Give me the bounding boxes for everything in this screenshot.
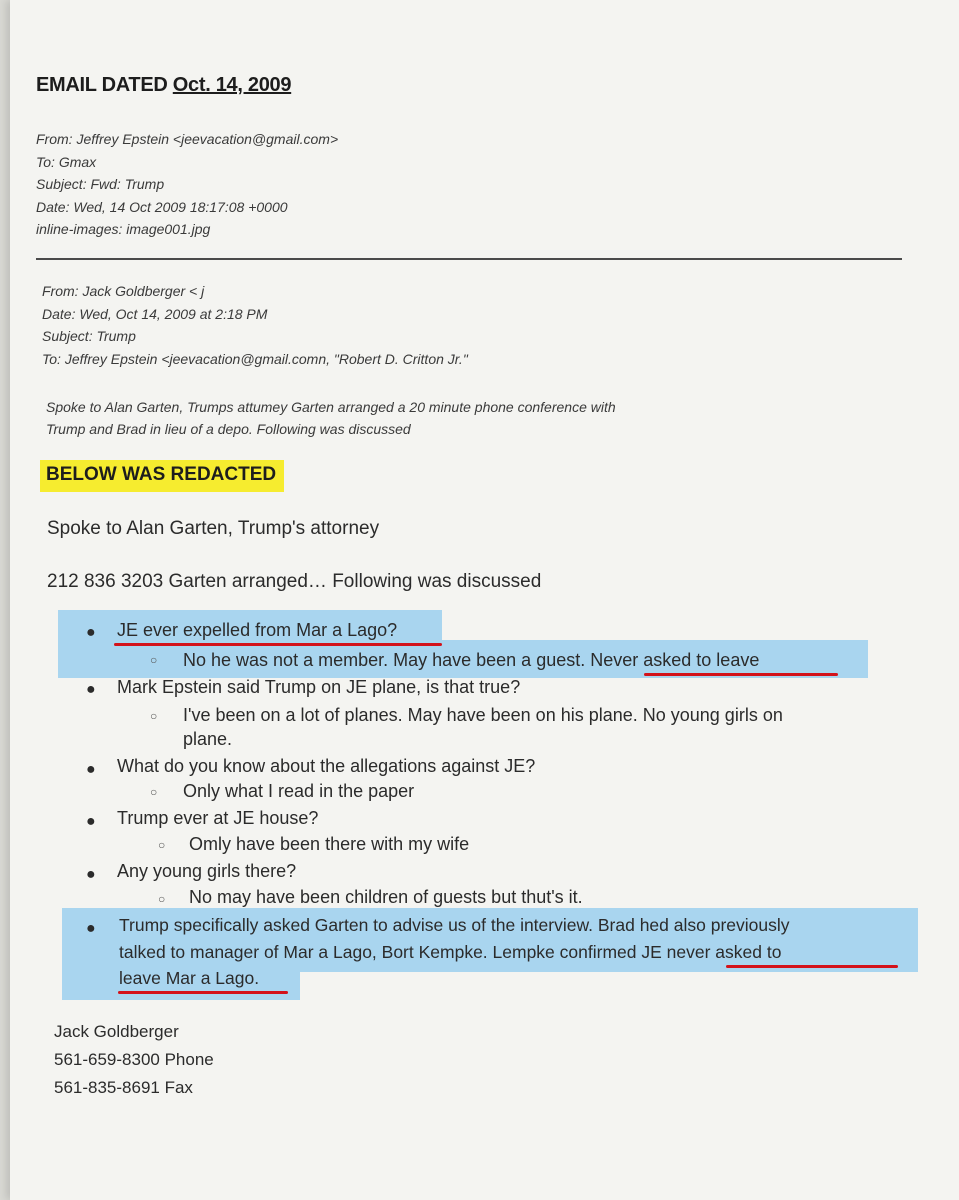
signature-phone: 561-659-8300 Phone — [54, 1050, 214, 1069]
answer-plane-line1: I've been on a lot of planes. May have been on his plane. No young girls on — [183, 705, 783, 725]
sub-bullet-icon: ○ — [150, 653, 158, 667]
orig-header-date: Date: Wed, Oct 14, 2009 at 2:18 PM — [42, 305, 268, 322]
signature-block — [54, 1018, 214, 1102]
question-house: Trump ever at JE house? — [117, 808, 319, 828]
statement-line2-part2: JE never asked to — [641, 942, 782, 962]
orig-header-subject: Subject: Trump — [42, 328, 136, 344]
orig-header-from: From: Jack Goldberger < j — [42, 283, 205, 299]
header-subject: Subject: Fwd: Trump — [36, 176, 165, 192]
question-young-girls: Any young girls there? — [117, 861, 297, 881]
bullet-icon: ● — [86, 624, 96, 641]
answer-expelled — [183, 650, 759, 671]
sub-bullet-icon: ○ — [150, 709, 158, 723]
header-from: From: Jeffrey Epstein <jeevacation@gmail.com> — [36, 131, 339, 147]
bullet-icon: ● — [86, 681, 96, 698]
intro-paragraph — [46, 396, 616, 440]
question-allegations: What do you know about the allegations against JE? — [117, 756, 536, 776]
statement-line2 — [119, 942, 781, 963]
title-date: Oct. 14, 2009 — [172, 74, 292, 96]
question-expelled: JE ever expelled from Mar a Lago? — [117, 620, 398, 640]
underline-je-never-asked — [726, 965, 898, 968]
signature-fax: 561-835-8691 Fax — [54, 1078, 193, 1097]
question-plane: Mark Epstein said Trump on JE plane, is that true? — [117, 677, 521, 697]
sub-bullet-icon: ○ — [158, 838, 166, 852]
original-email-header — [42, 280, 468, 370]
answer-house: Omly have been there with my wife — [189, 834, 470, 854]
orig-header-to: To: Jeffrey Epstein <jeevacation@gmail.comn, "Robert D. Critton Jr." — [42, 350, 468, 367]
underline-never-asked — [644, 673, 838, 676]
divider-line — [36, 258, 902, 260]
signature-name: Jack Goldberger — [54, 1022, 179, 1041]
answer-expelled-part2: Never asked to leave — [590, 650, 760, 670]
header-to: To: Gmax — [36, 153, 97, 170]
answer-expelled-part1: No he was not a member. May have been a guest. — [183, 650, 586, 670]
title-prefix: EMAIL DATED — [36, 74, 173, 96]
statement-line3: leave Mar a Lago. — [119, 968, 260, 988]
sub-bullet-icon: ○ — [158, 892, 166, 906]
paragraph-phone: 212 836 3203 Garten arranged… Following was discussed — [47, 571, 542, 592]
header-inline-images: inline-images: image001.jpg — [36, 221, 211, 237]
statement-line1: Trump specifically asked Garten to advise us of the interview. Brad hed also previously — [119, 915, 790, 935]
answer-plane-line2: plane. — [183, 729, 233, 749]
bullet-icon: ● — [86, 761, 96, 778]
intro-line: Spoke to Alan Garten, Trumps attumey Garten arranged a 20 minute phone conference with — [46, 399, 616, 415]
forwarded-email-header — [36, 128, 338, 241]
paragraph-attorney: Spoke to Alan Garten, Trump's attorney — [47, 518, 380, 539]
intro-line: Trump and Brad in lieu of a depo. Following was discussed — [46, 421, 411, 437]
underline-leave-mar-a-lago — [118, 991, 288, 994]
bullet-icon: ● — [86, 813, 96, 830]
bullet-icon: ● — [86, 920, 96, 937]
statement-line2-part1: talked to manager of Mar a Lago, Bort Kempke. Lempke confirmed — [119, 942, 637, 962]
document-title — [36, 74, 291, 97]
answer-allegations: Only what I read in the paper — [183, 781, 415, 801]
underline-q1 — [114, 643, 442, 646]
redacted-label: BELOW WAS REDACTED — [40, 460, 284, 492]
header-date: Date: Wed, 14 Oct 2009 18:17:08 +0000 — [36, 198, 288, 215]
answer-young-girls: No may have been children of guests but thut's it. — [189, 887, 583, 907]
sub-bullet-icon: ○ — [150, 785, 158, 799]
bullet-icon: ● — [86, 866, 96, 883]
